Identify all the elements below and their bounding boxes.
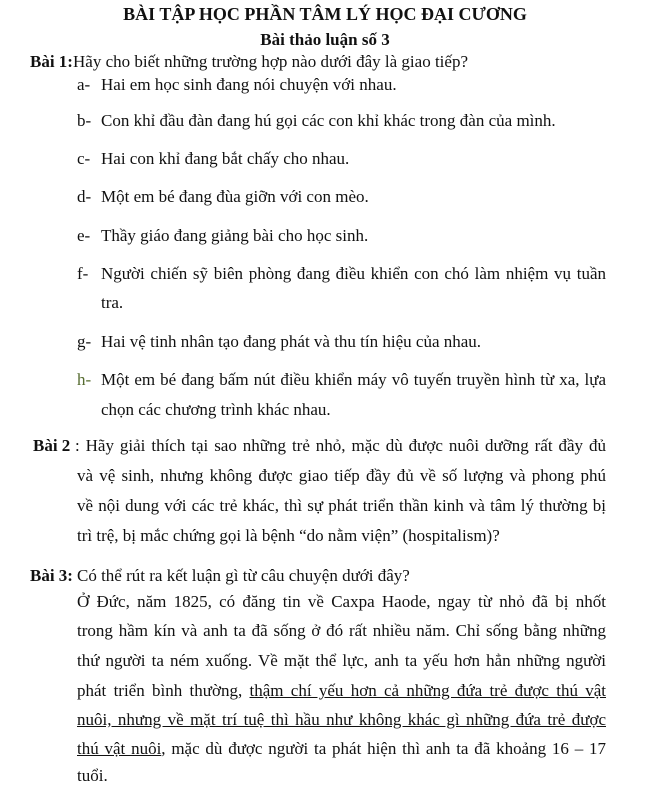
exercise-2-label [33,435,70,457]
item-marker: d- [77,187,92,206]
item-marker: f- [77,264,89,283]
exercise-3-label [30,565,73,587]
paragraph-line: và vệ sinh, nhưng không được giao tiếp đầy đủ về số lượng và phong phú [77,466,606,485]
paragraph-line: về nội dung với các trẻ khác, thì sự phát triển thần kinh và tâm lý thường bị [77,496,606,515]
list-item-text: Hai em học sinh đang nói chuyện với nhau. [101,75,397,94]
paragraph-line: : Hãy giải thích tại sao những trẻ nhỏ, mặc dù được nuôi dưỡng rất đầy đủ [75,436,606,455]
item-marker: a- [77,75,91,94]
text-segment: phát triển bình thường, [77,681,250,700]
exercise-1-label [30,51,73,73]
item-marker: g- [77,332,92,351]
text-segment: thứ người ta ném xuống. Về mặt thể lực, anh ta yếu hơn hẳn những người [77,651,606,670]
underlined-text: thú vật nuôi [77,739,162,758]
paragraph-line [77,620,606,642]
paragraph-line [77,591,606,613]
list-item-text: Hai vệ tinh nhân tạo đang phát và thu tín hiệu của nhau. [101,332,482,351]
list-item-text: Một em bé đang bấm nút điều khiển máy vô tuyến truyền hình từ xa, lựa [101,370,606,389]
page-title: BÀI TẬP HỌC PHẦN TÂM LÝ HỌC ĐẠI CƯƠNG [123,4,527,24]
list-item-text: Hai con khỉ đang bắt chấy cho nhau. [101,149,350,168]
exercise-3-question: Có thể rút ra kết luận gì từ câu chuyện dưới đây? [77,566,410,585]
exercise-1-question: Hãy cho biết những trường hợp nào dưới đây là giao tiếp? [73,52,468,71]
item-marker: h- [77,370,92,389]
paragraph-line: trì trệ, bị mắc chứng gọi là bệnh “do nằm viện” (hospitalism)? [77,526,500,545]
list-item-text: Thầy giáo đang giảng bài cho học sinh. [101,226,369,245]
item-marker: c- [77,149,91,168]
exercise-3-label-text: Bài 3: [30,566,73,585]
exercise-2-label-text: Bài 2 [33,436,71,455]
exercise-1-label-text: Bài 1: [30,52,73,71]
list-item-text: chọn các chương trình khác nhau. [101,400,331,419]
paragraph-line [77,765,108,787]
text-segment: Ở Đức, năm 1825, có đăng tin về Caxpa Haode, ngay từ nhỏ đã bị nhốt [77,592,606,611]
text-segment: trong hầm kín và anh ta đã sống ở đó rất nhiều năm. Chỉ sống bằng những [77,621,606,640]
list-item-text: Con khỉ đầu đàn đang hú gọi các con khỉ khác trong đàn của mình. [101,111,556,130]
list-item-text: Một em bé đang đùa giỡn với con mèo. [101,187,369,206]
page-subtitle: Bài thảo luận số 3 [260,30,390,49]
list-item-text: Người chiến sỹ biên phòng đang điều khiển con chó làm nhiệm vụ tuần [101,264,606,283]
paragraph-line [77,680,606,702]
underlined-text: nuôi, nhưng về mặt trí tuệ thì hầu như không khác gì những đứa trẻ được [77,710,606,729]
paragraph-line [77,709,606,731]
list-item-text: tra. [101,293,124,312]
underlined-text: thậm chí yếu hơn cả những đứa trẻ được thú vật [249,681,607,700]
paragraph-line [77,738,606,760]
text-segment: , mặc dù được người ta phát hiện thì anh ta đã khoảng 16 – 17 [161,739,606,758]
item-marker: e- [77,226,91,245]
paragraph-line [77,650,606,672]
text-segment: tuổi. [77,766,108,785]
item-marker: b- [77,111,92,130]
